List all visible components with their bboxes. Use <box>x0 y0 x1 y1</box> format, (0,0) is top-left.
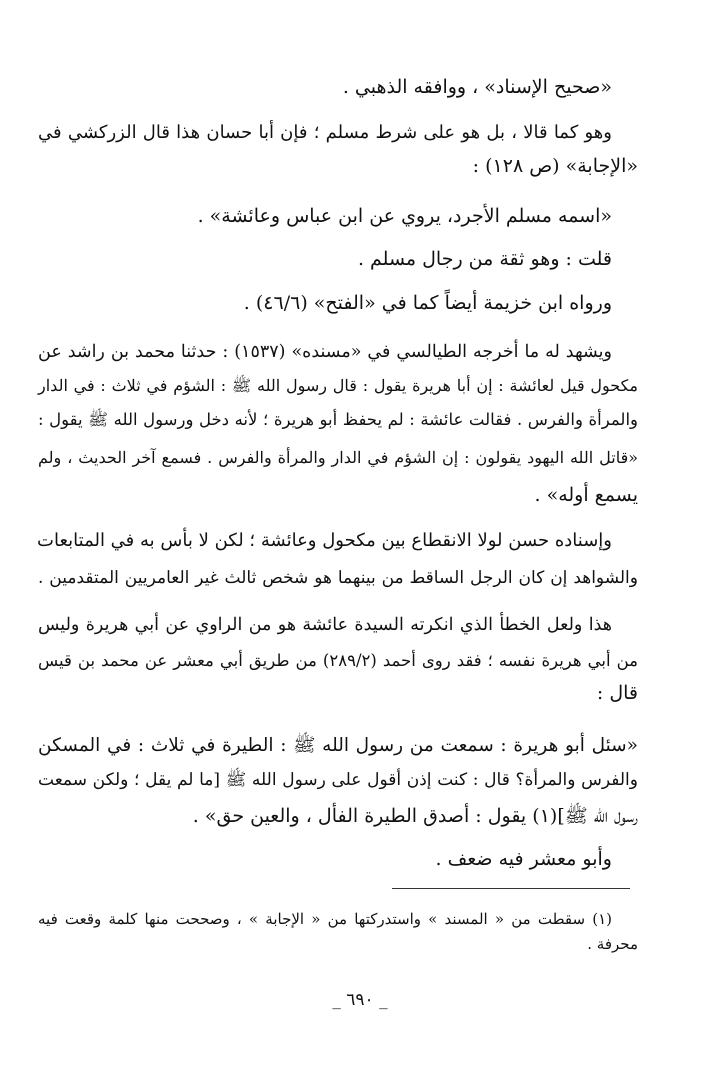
text-line: وأبو معشر فيه ضعف . <box>435 848 612 870</box>
text-line: رسول الله ﷺ](١) يقول : أصدق الطيرة الفأل ، والعين حق» . <box>192 805 638 827</box>
text-line: مكحول قيل لعائشة : إن أبا هريرة يقول : قال رسول الله ﷺ : الشؤم في ثلاث : في الدار <box>38 376 639 395</box>
text-line: «صحيح الإسناد» ، ووافقه الذهبي . <box>342 76 612 98</box>
text-line: والفرس والمرأة؟ قال : كنت إذن أقول على رسول الله ﷺ [ما لم يقل ؛ ولكن سمعت <box>38 770 638 790</box>
text-line: وهو كما قالا ، بل هو على شرط مسلم ؛ فإن أبا حسان هذا قال الزركشي في <box>38 122 612 143</box>
text-line: قال : <box>596 682 638 704</box>
text-line: ويشهد له ما أخرجه الطيالسي في «مسنده» (١٥٣٧) : حدثنا محمد بن راشد عن <box>38 342 612 362</box>
page-number: _ ٦٩٠ _ <box>332 990 388 1010</box>
text-line: من أبي هريرة نفسه ؛ فقد روى أحمد (٢٨٩/٢) من طريق أبي معشر عن محمد بن قيس <box>38 651 638 670</box>
text-line: قلت : وهو ثقة من رجال مسلم . <box>357 248 612 270</box>
footnote-text: (١) سقطت من « المسند » واستدركتها من « الإجابة » ، وصححت منها كلمة وقعت فيه <box>38 910 612 928</box>
footnote-text-continued: محرفة . <box>587 935 638 953</box>
text-line: «قاتل الله اليهود يقولون : إن الشؤم في الدار والمرأة والفرس . فسمع آخر الحديث ، ولم <box>38 448 638 467</box>
text-line: «الإجابة» (ص ١٢٨) : <box>472 155 638 177</box>
text-line: ورواه ابن خزيمة أيضاً كما في «الفتح» (٤٦/٦) . <box>243 292 612 314</box>
text-line: هذا ولعل الخطأ الذي انكرته السيدة عائشة هو من الراوي عن أبي هريرة وليس <box>38 615 612 635</box>
text-line: والشواهد إن كان الرجل الساقط من بينهما هو شخص ثالث غير العامريين المتقدمين . <box>38 568 638 588</box>
footnote-divider <box>392 888 630 889</box>
text-line: يسمع أوله» . <box>534 484 638 506</box>
text-line: والمرأة والفرس . فقالت عائشة : لم يحفظ أبو هريرة ؛ لأنه دخل ورسول الله ﷺ يقول : <box>38 410 638 429</box>
text-line: وإسناده حسن لولا الانقطاع بين مكحول وعائشة ؛ لكن لا بأس به في المتابعات <box>37 530 612 551</box>
text-line: «سئل أبو هريرة : سمعت من رسول الله ﷺ : الطيرة في ثلاث : في المسكن <box>38 735 638 756</box>
text-line: «اسمه مسلم الأجرد، يروي عن ابن عباس وعائشة» . <box>197 205 612 227</box>
